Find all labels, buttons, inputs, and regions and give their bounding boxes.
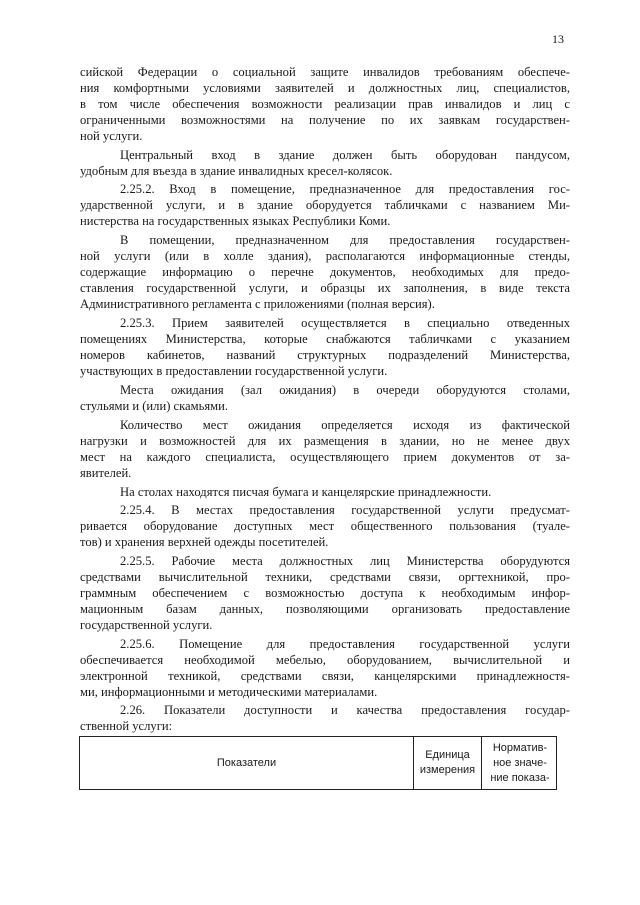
text-line: явителей. <box>80 466 132 480</box>
text-line: ми, информационными и методическими материалами. <box>80 685 378 699</box>
text-line: нистерства на государственных языках Республики Коми. <box>80 214 391 228</box>
table-header-normative-value <box>482 737 558 789</box>
text-line: В помещении, предназначенном для предоставления государствен- <box>120 233 570 247</box>
text-line: помещениях Министерства, которые снабжаются табличками с указанием <box>80 332 570 346</box>
text-line: 2.25.6. Помещение для предоставления государственной услуги <box>120 637 570 651</box>
text-line: На столах находятся писчая бумага и канцелярские принадлежности. <box>120 485 492 499</box>
text-line: государственной услуги. <box>80 618 213 632</box>
text-line: граммным обеспечением с возможностью доступа к необходимым инфор- <box>80 586 570 600</box>
text-line: ударственной услуги, и в здание оборудуется табличками с названием Ми- <box>80 198 570 212</box>
header-label: ное значе- <box>493 756 547 769</box>
text-line: ставления государственной услуги, и образцы их заполнения, в виде текста <box>80 281 570 295</box>
text-line: Количество мест ожидания определяется исходя из фактической <box>120 418 570 432</box>
page-number: 13 <box>552 32 564 46</box>
text-line: средствами вычислительной техники, средствами связи, оргтехникой, про- <box>80 570 570 584</box>
header-label: измерения <box>419 764 476 776</box>
text-line: тов) и хранения верхней одежды посетителей. <box>80 535 329 549</box>
text-line: ривается оборудование доступных мест общественного пользования (туале- <box>80 519 570 533</box>
text-line: ограниченными возможностями на получение по их заявкам государствен- <box>80 113 570 127</box>
text-line: 2.25.4. В местах предоставления государственной услуги предусмат- <box>120 503 570 517</box>
table-header-unit <box>414 737 482 789</box>
text-line: Центральный вход в здание должен быть оборудован пандусом, <box>120 148 570 162</box>
text-line: ной услуги. <box>80 129 143 143</box>
text-line: номеров кабинетов, названий структурных подразделений Министерства, <box>80 348 570 362</box>
text-line: в том числе обеспечения возможности реализации прав инвалидов и лиц с <box>80 97 570 111</box>
text-line: электронной техникой, средствами связи, канцелярскими принадлежностя- <box>80 669 570 683</box>
text-line: ной услуги (или в холле здания), располагаются информационные стенды, <box>80 249 570 263</box>
text-line: участвующих в предоставлении государственной услуги. <box>80 364 388 378</box>
text-line: сийской Федерации о социальной защите инвалидов требованиям обеспече- <box>80 65 570 79</box>
text-line: 2.25.5. Рабочие места должностных лиц Министерства оборудуются <box>120 554 570 568</box>
text-line: 2.25.2. Вход в помещение, предназначенное для предоставления гос- <box>120 182 570 196</box>
text-line: Административного регламента с приложениями (полная версия). <box>80 297 435 311</box>
text-line: мационным базам данных, позволяющими организовать предоставление <box>80 602 570 616</box>
text-line: стульями и (или) скамьями. <box>80 399 229 413</box>
header-label: ние показа- <box>490 771 550 784</box>
text-line: 2.25.3. Прием заявителей осуществляется в специально отведенных <box>120 316 570 330</box>
text-line: содержащие информацию о перечне документов, необходимых для предо- <box>80 265 570 279</box>
header-label: Единица <box>425 749 470 761</box>
text-line: мест на каждого специалиста, осуществляющего прием документов от за- <box>80 450 570 464</box>
text-line: обеспечивается необходимой мебелью, оборудованием, вычислительной и <box>80 653 570 667</box>
text-line: Места ожидания (зал ожидания) в очереди оборудуются столами, <box>120 383 570 397</box>
text-line: удобным для въезда в здание инвалидных кресел-колясок. <box>80 164 393 178</box>
text-line: 2.26. Показатели доступности и качества предоставления государ- <box>120 703 570 717</box>
text-line: ния комфортными условиями заявителей и должностных лиц, специалистов, <box>80 81 570 95</box>
table-header-indicators <box>80 737 414 789</box>
header-label: Норматив- <box>492 741 548 754</box>
text-line: нагрузки и возможностей для их размещения в здании, но не менее двух <box>80 434 570 448</box>
text-line: ственной услуги: <box>80 719 173 733</box>
indicators-table-header <box>79 736 557 790</box>
header-label: Показатели <box>216 756 277 769</box>
